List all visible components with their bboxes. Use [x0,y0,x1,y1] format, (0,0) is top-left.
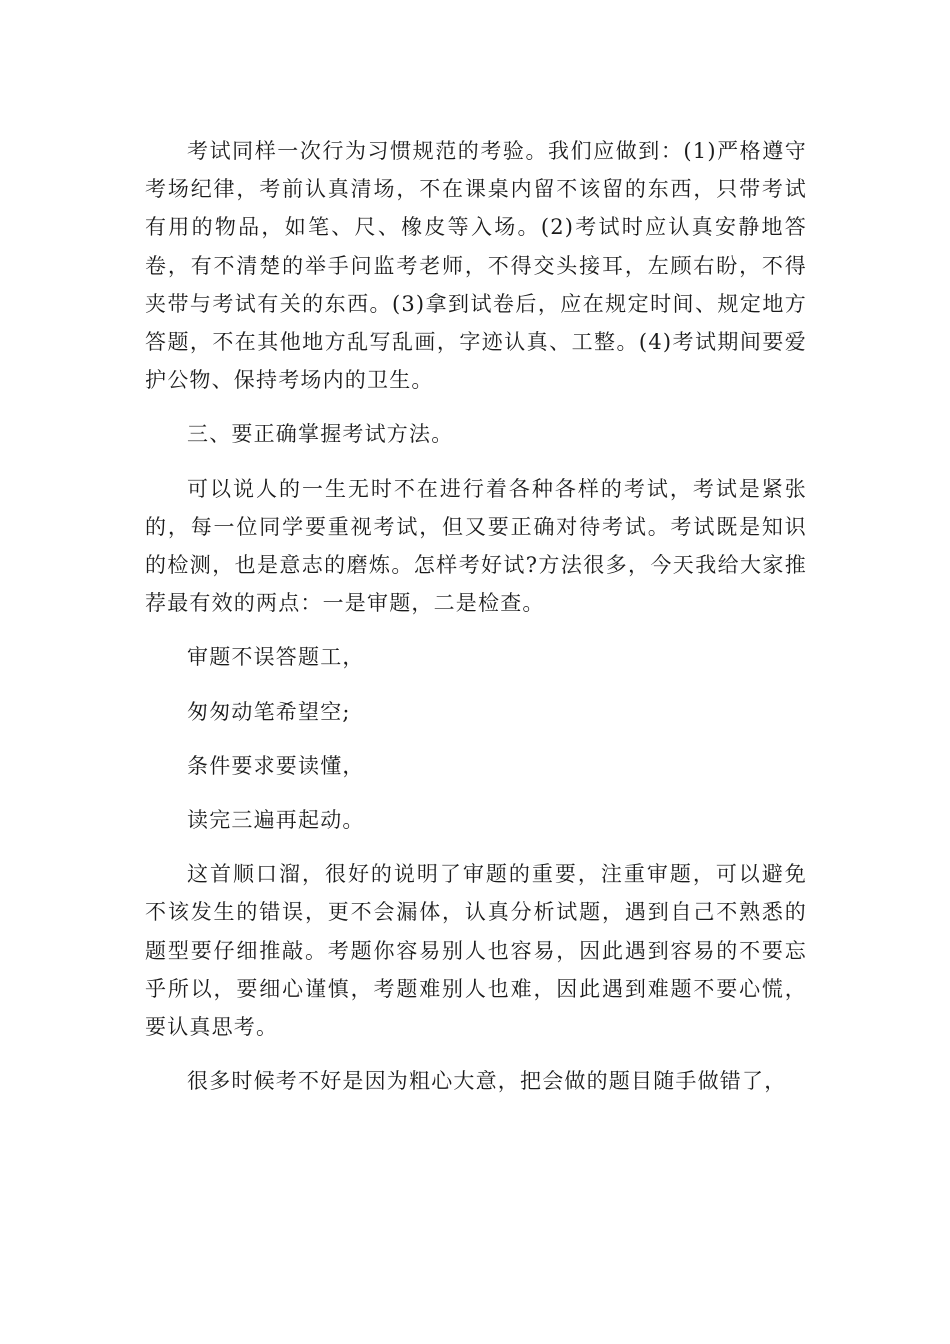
paragraph-exam-importance: 可以说人的一生无时不在进行着各种各样的考试，考试是紧张的，每一位同学要重视考试，但又要正确对待考试。考试既是知识的检测，也是意志的磨炼。怎样考好试?方法很多，今天我给大家推荐最有效的两点：一是审题，二是检查。 [145,476,807,616]
document-body [145,132,807,1100]
verse-line-4: 读完三遍再起动。 [187,808,365,833]
verse-line-3: 条件要求要读懂， [187,753,365,778]
verse-line-2: 匆匆动笔希望空; [187,699,351,724]
verse-line-1: 审题不误答题工， [187,645,365,670]
paragraph-reading-questions: 这首顺口溜，很好的说明了审题的重要，注重审题，可以避免不该发生的错误，更不会漏体，认真分析试题，遇到自己不熟悉的题型要仔细推敲。考题你容易别人也容易，因此遇到容易的不要忘乎所以，要细心谨慎，考题难别人也难，因此遇到难题不要心慌，要认真思考。 [145,862,807,1040]
paragraph-carelessness: 很多时候考不好是因为粗心大意，把会做的题目随手做错了， [187,1069,787,1094]
paragraph-exam-conduct: 考试同样一次行为习惯规范的考验。我们应做到：(1)严格遵守考场纪律，考前认真清场，不在课桌内留不该留的东西，只带考试有用的物品，如笔、尺、橡皮等入场。(2)考试时应认真安静地答卷，有不清楚的举手问监考老师，不得交头接耳，左顾右盼，不得夹带与考试有关的东西。(3)拿到试卷后，应在规定时间、规定地方答题，不在其他地方乱写乱画，字迹认真、工整。(4)考试期间要爱护公物、保持考场内的卫生。 [145,139,807,393]
section-heading-exam-method: 三、要正确掌握考试方法。 [187,422,454,447]
